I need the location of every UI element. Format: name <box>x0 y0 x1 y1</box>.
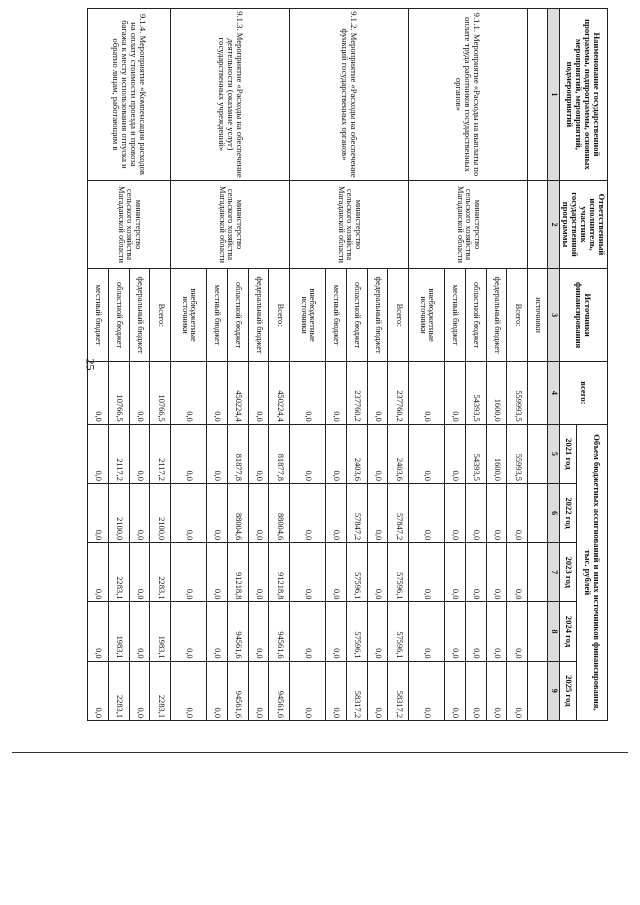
year-value-cell: 0,0 <box>445 543 466 602</box>
activity-name: 9.1.2. Мероприятие «Расходы на обеспечение функций государственных органов» <box>290 9 409 181</box>
year-value-cell: 0,0 <box>486 483 507 542</box>
year-value-cell: 0,0 <box>326 483 347 542</box>
year-value-cell: 0,0 <box>445 483 466 542</box>
year-value-cell: 0,0 <box>171 543 207 602</box>
source-cell: областной бюджет <box>346 269 367 362</box>
year-value-cell: 0,0 <box>465 483 486 542</box>
executor-cell: министерство сельского хозяйства Магаданской области <box>408 180 527 268</box>
source-cell: областной бюджет <box>108 269 129 362</box>
year-value-cell: 0,0 <box>507 661 528 720</box>
year-value-cell: 0,0 <box>486 661 507 720</box>
year-value-cell: 0,0 <box>129 543 150 602</box>
activity-name: 9.1.4. Мероприятие «Компенсация расходов на оплату стоимости проезда и провоза багажа к месту использования отпуска и обратно лицам, работающим в <box>87 9 170 181</box>
empty-cell <box>527 180 547 268</box>
year-value-cell: 0,0 <box>445 424 466 483</box>
table-row <box>150 9 171 721</box>
budget-table <box>87 8 608 721</box>
year-value-cell: 58317,2 <box>388 661 409 720</box>
year-value-cell: 0,0 <box>290 543 326 602</box>
year-value-cell: 54393,5 <box>465 424 486 483</box>
total-cell: 54393,5 <box>465 362 486 425</box>
year-value-cell: 0,0 <box>171 483 207 542</box>
year-value-cell: 0,0 <box>507 483 528 542</box>
empty-cell <box>527 9 547 181</box>
year-value-cell: 88004,6 <box>269 483 290 542</box>
year-value-cell: 2283,1 <box>108 661 129 720</box>
year-value-cell: 0,0 <box>367 602 388 661</box>
year-value-cell: 0,0 <box>129 424 150 483</box>
year-value-cell: 0,0 <box>248 661 269 720</box>
index-cell: 6 <box>547 483 559 542</box>
source-cell: федеральный бюджет <box>367 269 388 362</box>
empty-cell <box>527 661 547 720</box>
year-value-cell: 57847,2 <box>388 483 409 542</box>
index-cell: 7 <box>547 543 559 602</box>
year-value-cell: 0,0 <box>129 483 150 542</box>
executor-cell: министерство сельского хозяйства Магаданской области <box>290 180 409 268</box>
year-value-cell: 0,0 <box>87 661 108 720</box>
header-year: 2024 год <box>559 602 576 661</box>
total-cell: 0,0 <box>207 362 228 425</box>
year-value-cell: 0,0 <box>408 543 444 602</box>
year-value-cell: 0,0 <box>129 661 150 720</box>
year-value-cell: 0,0 <box>408 661 444 720</box>
year-value-cell: 0,0 <box>486 602 507 661</box>
year-value-cell: 94561,6 <box>227 661 248 720</box>
year-value-cell: 57596,1 <box>388 602 409 661</box>
year-value-cell: 1983,1 <box>150 602 171 661</box>
source-cell: Всего: <box>388 269 409 362</box>
total-cell: 0,0 <box>129 362 150 425</box>
year-value-cell: 0,0 <box>445 661 466 720</box>
table-row <box>388 9 409 721</box>
header-year: 2021 год <box>559 424 576 483</box>
total-cell: 0,0 <box>408 362 444 425</box>
source-cell: внебюджетные источники <box>408 269 444 362</box>
year-value-cell: 0,0 <box>87 424 108 483</box>
page-number: 25 <box>83 358 98 371</box>
source-cell: внебюджетные источники <box>171 269 207 362</box>
index-cell: 9 <box>547 661 559 720</box>
total-cell: 0,0 <box>87 362 108 425</box>
year-value-cell: 94561,6 <box>227 602 248 661</box>
year-value-cell: 91218,8 <box>227 543 248 602</box>
empty-cell <box>527 602 547 661</box>
year-value-cell: 81877,8 <box>269 424 290 483</box>
year-value-cell: 0,0 <box>87 602 108 661</box>
empty-cell <box>527 483 547 542</box>
index-cell: 1 <box>547 9 559 181</box>
index-cell: 2 <box>547 180 559 268</box>
year-value-cell: 2100,0 <box>108 483 129 542</box>
header-executor: Ответственный исполнитель, участник государственной программы <box>559 180 607 268</box>
year-value-cell: 0,0 <box>408 483 444 542</box>
year-value-cell: 0,0 <box>326 661 347 720</box>
year-value-cell: 0,0 <box>367 483 388 542</box>
year-value-cell: 0,0 <box>290 602 326 661</box>
header-volume: Объем бюджетных ассигнований и иных источников финансирования, тыс. рублей <box>577 424 608 720</box>
year-value-cell: 0,0 <box>87 483 108 542</box>
year-value-cell: 0,0 <box>129 602 150 661</box>
year-value-cell: 57596,1 <box>346 602 367 661</box>
source-cell: местный бюджет <box>445 269 466 362</box>
year-value-cell: 58317,2 <box>346 661 367 720</box>
year-value-cell: 0,0 <box>207 483 228 542</box>
year-value-cell: 0,0 <box>486 543 507 602</box>
year-value-cell: 0,0 <box>408 424 444 483</box>
rotated-landscape <box>94 8 608 721</box>
header-year: 2025 год <box>559 661 576 720</box>
year-value-cell: 0,0 <box>326 602 347 661</box>
year-value-cell: 0,0 <box>290 424 326 483</box>
source-cell: Всего: <box>269 269 290 362</box>
header-year: 2023 год <box>559 543 576 602</box>
total-cell: 237760,2 <box>346 362 367 425</box>
header-year: 2022 год <box>559 483 576 542</box>
year-value-cell: 0,0 <box>367 424 388 483</box>
year-value-cell: 81877,8 <box>227 424 248 483</box>
table-row <box>269 9 290 721</box>
year-value-cell: 0,0 <box>367 543 388 602</box>
source-cell: местный бюджет <box>326 269 347 362</box>
year-value-cell: 0,0 <box>445 602 466 661</box>
empty-cell <box>527 424 547 483</box>
year-value-cell: 91218,8 <box>269 543 290 602</box>
year-value-cell: 0,0 <box>248 543 269 602</box>
header-total: всего: <box>559 362 607 425</box>
year-value-cell: 0,0 <box>171 602 207 661</box>
year-value-cell: 2283,1 <box>108 543 129 602</box>
year-value-cell: 0,0 <box>408 602 444 661</box>
source-cell: местный бюджет <box>207 269 228 362</box>
year-value-cell: 2403,6 <box>346 424 367 483</box>
total-cell: 0,0 <box>326 362 347 425</box>
header-name: Наименование государственной программы, подпрограммы, основных мероприятий, мероприятий, подмероприятий <box>559 9 607 181</box>
source-cell: федеральный бюджет <box>248 269 269 362</box>
source-cell: Всего: <box>150 269 171 362</box>
empty-cell <box>527 543 547 602</box>
source-cell: областной бюджет <box>227 269 248 362</box>
source-cell: областной бюджет <box>465 269 486 362</box>
index-cell: 8 <box>547 602 559 661</box>
source-cell: внебюджетные источники <box>290 269 326 362</box>
year-value-cell: 0,0 <box>207 543 228 602</box>
year-value-cell: 55993,5 <box>507 424 528 483</box>
total-cell: 0,0 <box>290 362 326 425</box>
year-value-cell: 2403,6 <box>388 424 409 483</box>
year-value-cell: 57596,1 <box>388 543 409 602</box>
table-row <box>507 9 528 721</box>
year-value-cell: 0,0 <box>248 483 269 542</box>
source-cell: Всего: <box>507 269 528 362</box>
year-value-cell: 0,0 <box>367 661 388 720</box>
total-cell: 0,0 <box>248 362 269 425</box>
index-cell: 5 <box>547 424 559 483</box>
executor-cell: министерство сельского хозяйства Магаданской области <box>171 180 290 268</box>
year-value-cell: 2100,0 <box>150 483 171 542</box>
year-value-cell: 0,0 <box>248 602 269 661</box>
source-cell: федеральный бюджет <box>129 269 150 362</box>
table-body <box>87 9 559 721</box>
total-cell: 450224,4 <box>227 362 248 425</box>
source-cell: местный бюджет <box>87 269 108 362</box>
year-value-cell: 0,0 <box>290 483 326 542</box>
year-value-cell: 0,0 <box>507 602 528 661</box>
total-cell: 237760,2 <box>388 362 409 425</box>
year-value-cell: 0,0 <box>171 424 207 483</box>
year-value-cell: 57596,1 <box>346 543 367 602</box>
total-cell: 0,0 <box>367 362 388 425</box>
total-cell: 10766,5 <box>108 362 129 425</box>
year-value-cell: 1600,0 <box>486 424 507 483</box>
activity-name: 9.1.1. Мероприятие «Расходы на выплаты по оплате труда работников государственных органов» <box>408 9 527 181</box>
year-value-cell: 94561,6 <box>269 602 290 661</box>
year-value-cell: 0,0 <box>207 661 228 720</box>
total-cell: 10766,5 <box>150 362 171 425</box>
total-cell: 450224,4 <box>269 362 290 425</box>
table-area <box>94 8 640 718</box>
empty-cell <box>527 362 547 425</box>
year-value-cell: 0,0 <box>326 424 347 483</box>
page-divider <box>12 752 628 753</box>
year-value-cell: 0,0 <box>87 543 108 602</box>
year-value-cell: 0,0 <box>171 661 207 720</box>
executor-cell: министерство сельского хозяйства Магаданской области <box>87 180 170 268</box>
index-cell: 4 <box>547 362 559 425</box>
year-value-cell: 0,0 <box>207 424 228 483</box>
year-value-cell: 0,0 <box>465 543 486 602</box>
year-value-cell: 2117,2 <box>150 424 171 483</box>
year-value-cell: 57847,2 <box>346 483 367 542</box>
year-value-cell: 0,0 <box>465 602 486 661</box>
year-value-cell: 0,0 <box>465 661 486 720</box>
year-value-cell: 0,0 <box>207 602 228 661</box>
header-source: Источники финансирования <box>559 269 607 362</box>
total-cell: 0,0 <box>171 362 207 425</box>
year-value-cell: 0,0 <box>290 661 326 720</box>
year-value-cell: 2283,1 <box>150 661 171 720</box>
year-value-cell: 1983,1 <box>108 602 129 661</box>
total-cell: 1600,0 <box>486 362 507 425</box>
total-cell: 559993,5 <box>507 362 528 425</box>
source-cell: источники <box>527 269 547 362</box>
year-value-cell: 0,0 <box>507 543 528 602</box>
source-cell: федеральный бюджет <box>486 269 507 362</box>
index-cell: 3 <box>547 269 559 362</box>
year-value-cell: 94561,6 <box>269 661 290 720</box>
year-value-cell: 0,0 <box>248 424 269 483</box>
year-value-cell: 88004,6 <box>227 483 248 542</box>
activity-name: 9.1.3. Мероприятие «Расходы на обеспечение деятельности (оказание услуг) государственных учреждений» <box>171 9 290 181</box>
year-value-cell: 2283,1 <box>150 543 171 602</box>
year-value-cell: 0,0 <box>326 543 347 602</box>
total-cell: 0,0 <box>445 362 466 425</box>
year-value-cell: 2117,2 <box>108 424 129 483</box>
